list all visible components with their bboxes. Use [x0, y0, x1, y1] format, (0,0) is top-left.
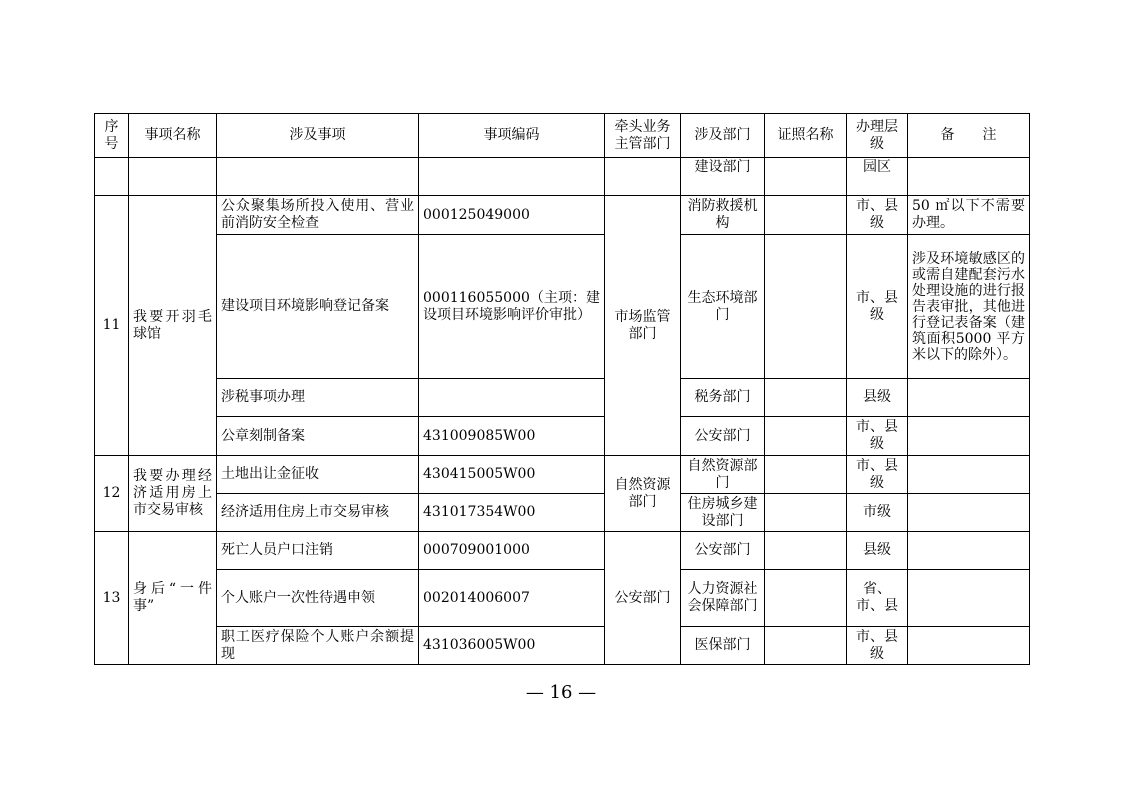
cell-code: 000709001000 — [419, 532, 605, 570]
cell-remark — [908, 379, 1030, 417]
cell-dept: 消防救援机构 — [681, 196, 765, 235]
cell-empty — [605, 158, 681, 196]
cell-empty — [95, 158, 129, 196]
cell-remark — [908, 456, 1030, 494]
cell-code: 431009085W00 — [419, 417, 605, 456]
header-item-name: 事项名称 — [129, 114, 217, 158]
table-row — [95, 456, 1030, 494]
cell-level: 市、县级 — [847, 235, 908, 379]
cell-level: 市、县级 — [847, 456, 908, 494]
cell-remark: 50 ㎡以下不需要办理。 — [908, 196, 1030, 235]
table-row — [95, 379, 1030, 417]
cell-item-name: 我要办理经济适用房上市交易审核 — [129, 456, 217, 532]
cell-empty — [419, 158, 605, 196]
header-involved: 涉及事项 — [217, 114, 419, 158]
cell-remark — [908, 417, 1030, 456]
cell-level: 市、县级 — [847, 196, 908, 235]
cell-empty — [765, 158, 847, 196]
cell-level: 园区 — [847, 158, 908, 196]
cell-license — [765, 456, 847, 494]
cell-item-name: 身后“一件事” — [129, 532, 217, 665]
cell-remark — [908, 570, 1030, 627]
cell-matter: 经济适用住房上市交易审核 — [217, 494, 419, 532]
table-row — [95, 235, 1030, 379]
cell-matter: 职工医疗保险个人账户余额提现 — [217, 627, 419, 665]
cell-license — [765, 235, 847, 379]
cell-license — [765, 494, 847, 532]
cell-empty — [908, 158, 1030, 196]
header-license: 证照名称 — [765, 114, 847, 158]
page-number: — 16 — — [525, 682, 597, 703]
cell-dept: 医保部门 — [681, 627, 765, 665]
cell-remark: 涉及环境敏感区的或需自建配套污水处理设施的进行报告表审批，其他进行登记表备案（建筑面积5000 平方米以下的除外）。 — [908, 235, 1030, 379]
cell-remark — [908, 627, 1030, 665]
cell-seq: 12 — [95, 456, 129, 532]
cell-level: 省、市、县 — [847, 570, 908, 627]
cell-lead-dept: 市场监管部门 — [605, 196, 681, 456]
cell-dept: 人力资源社会保障部门 — [681, 570, 765, 627]
cell-code: 000116055000（主项：建设项目环境影响评价审批） — [419, 235, 605, 379]
cell-level: 县级 — [847, 379, 908, 417]
cell-license — [765, 627, 847, 665]
cell-matter: 建设项目环境影响登记备案 — [217, 235, 419, 379]
cell-code: 000125049000 — [419, 196, 605, 235]
cell-license — [765, 417, 847, 456]
table-row — [95, 532, 1030, 570]
cell-empty — [217, 158, 419, 196]
cell-level: 县级 — [847, 532, 908, 570]
cell-dept: 税务部门 — [681, 379, 765, 417]
cell-level: 市、县级 — [847, 627, 908, 665]
cell-matter: 死亡人员户口注销 — [217, 532, 419, 570]
header-lead-dept: 牵头业务主管部门 — [605, 114, 681, 158]
cell-license — [765, 570, 847, 627]
cell-remark — [908, 494, 1030, 532]
table-row — [95, 627, 1030, 665]
cell-license — [765, 196, 847, 235]
table-row — [95, 158, 1030, 196]
service-items-table — [94, 113, 1030, 665]
cell-matter: 公章刻制备案 — [217, 417, 419, 456]
table-row — [95, 494, 1030, 532]
cell-level: 市、县级 — [847, 417, 908, 456]
cell-level: 市级 — [847, 494, 908, 532]
cell-remark — [908, 532, 1030, 570]
cell-code: 002014006007 — [419, 570, 605, 627]
cell-code: 430415005W00 — [419, 456, 605, 494]
cell-matter: 个人账户一次性待遇申领 — [217, 570, 419, 627]
header-row — [95, 114, 1030, 158]
cell-license — [765, 379, 847, 417]
cell-code: 431036005W00 — [419, 627, 605, 665]
cell-lead-dept: 自然资源部门 — [605, 456, 681, 532]
cell-seq: 13 — [95, 532, 129, 665]
cell-code — [419, 379, 605, 417]
table-row — [95, 196, 1030, 235]
cell-lead-dept: 公安部门 — [605, 532, 681, 665]
cell-empty — [129, 158, 217, 196]
header-involved-dept: 涉及部门 — [681, 114, 765, 158]
cell-dept: 住房城乡建设部门 — [681, 494, 765, 532]
cell-dept: 公安部门 — [681, 532, 765, 570]
cell-dept: 公安部门 — [681, 417, 765, 456]
cell-license — [765, 532, 847, 570]
cell-dept: 自然资源部门 — [681, 456, 765, 494]
header-level: 办理层级 — [847, 114, 908, 158]
cell-matter: 土地出让金征收 — [217, 456, 419, 494]
cell-item-name: 我要开羽毛球馆 — [129, 196, 217, 456]
cell-seq: 11 — [95, 196, 129, 456]
cell-code: 431017354W00 — [419, 494, 605, 532]
cell-dept: 建设部门 — [681, 158, 765, 196]
cell-matter: 涉税事项办理 — [217, 379, 419, 417]
table-row — [95, 417, 1030, 456]
cell-matter: 公众聚集场所投入使用、营业前消防安全检查 — [217, 196, 419, 235]
cell-dept: 生态环境部门 — [681, 235, 765, 379]
header-seq: 序号 — [95, 114, 129, 158]
table-row — [95, 570, 1030, 627]
header-code: 事项编码 — [419, 114, 605, 158]
header-remark: 备 注 — [908, 114, 1030, 158]
